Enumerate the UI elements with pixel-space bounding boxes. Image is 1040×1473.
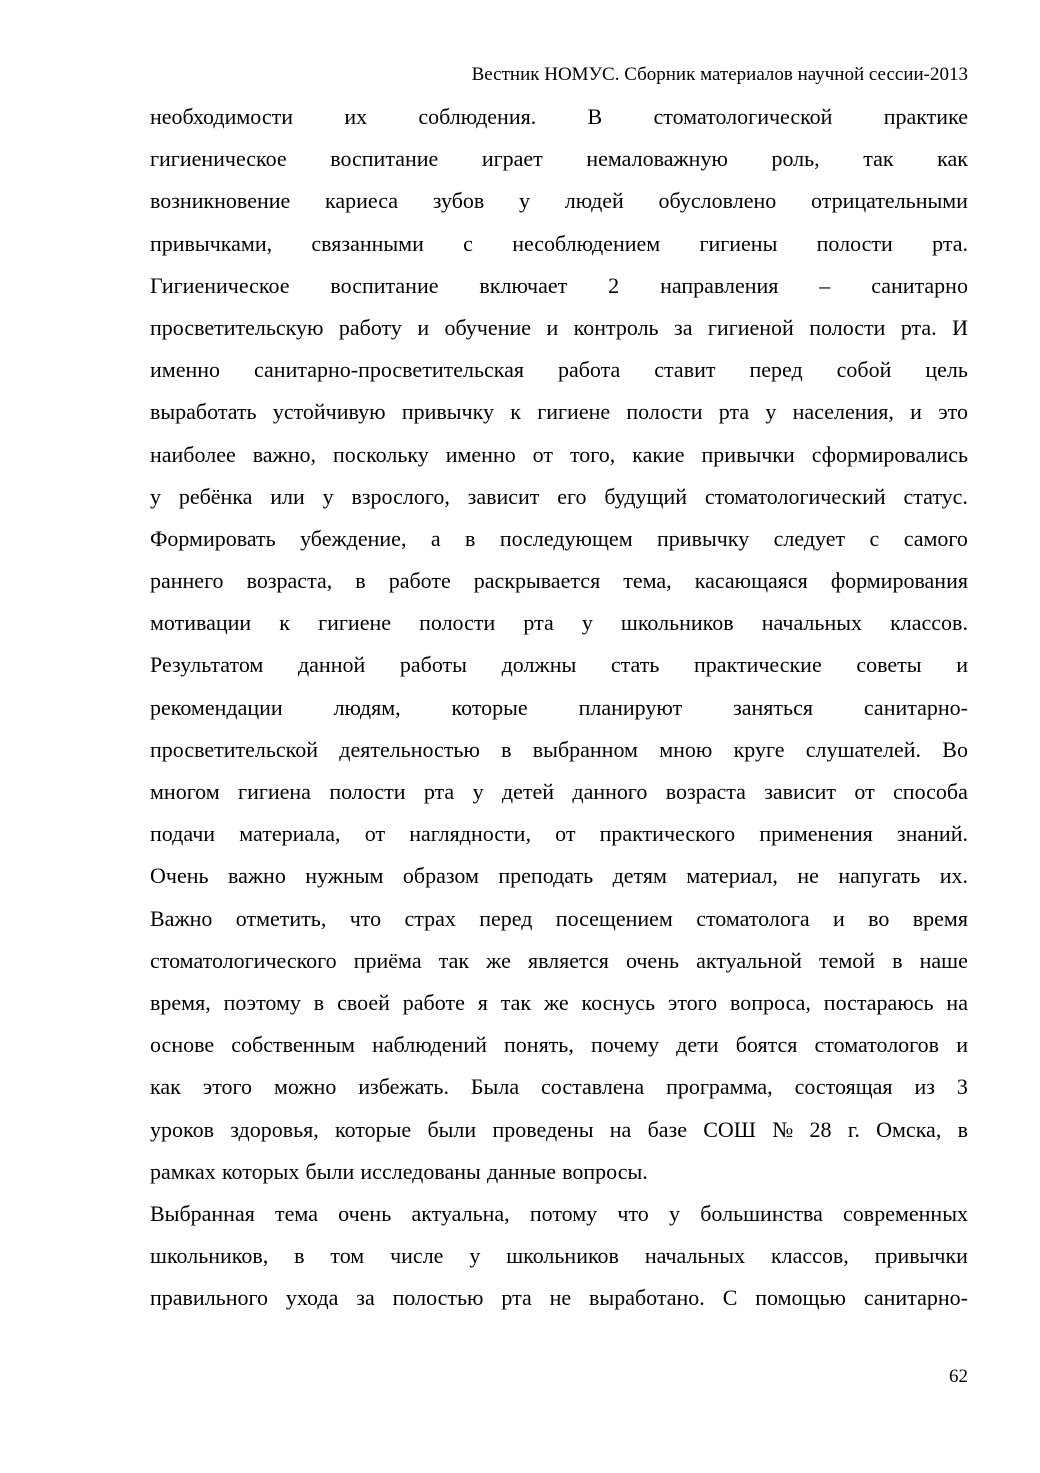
word: у <box>472 779 484 804</box>
word: самого <box>903 525 968 551</box>
word: привычки <box>701 441 795 467</box>
word: воспитание <box>330 272 439 298</box>
word: которые <box>451 694 528 720</box>
word: гигиена <box>238 779 311 804</box>
word: Во <box>942 736 968 762</box>
word: санитарно- <box>863 694 968 720</box>
word: избежать. <box>358 1074 449 1100</box>
text-line <box>150 1193 968 1235</box>
word: коснусь <box>581 989 656 1015</box>
word: просветительской <box>150 736 318 762</box>
word: № <box>772 1116 794 1142</box>
word: Выбранная <box>150 1200 255 1226</box>
word: деятельностью <box>339 736 480 762</box>
word: Формировать <box>150 525 276 551</box>
word: их. <box>939 863 968 889</box>
word: своей <box>337 989 390 1015</box>
word: поскольку <box>332 441 429 467</box>
text-line <box>150 729 968 771</box>
word: устойчивую <box>272 399 386 425</box>
word: нужным <box>305 863 384 889</box>
word: наблюдений <box>372 1032 487 1058</box>
word: отметить, <box>235 905 327 931</box>
word: не <box>797 863 819 889</box>
word: школьников, <box>150 1243 269 1269</box>
word: санитарно-просветительская <box>254 357 524 383</box>
word: несоблюдением <box>512 230 661 256</box>
word: способа <box>893 779 968 804</box>
word: актуальной <box>696 947 802 973</box>
text-line <box>150 180 968 222</box>
word: санитарно- <box>863 1285 968 1311</box>
text-line <box>150 982 968 1024</box>
word: как <box>150 1074 181 1100</box>
word: что <box>617 1200 649 1226</box>
word: стоматологический <box>704 483 886 509</box>
text-line <box>150 560 968 602</box>
word: гигиене <box>318 610 391 636</box>
word: составлена <box>541 1074 645 1100</box>
word: наиболее <box>150 441 236 467</box>
word: собой <box>836 357 892 383</box>
word: исследованы <box>360 1158 481 1184</box>
word: обучение <box>444 314 532 340</box>
word: населения, <box>792 399 894 425</box>
text-line <box>150 687 968 729</box>
text-line <box>150 1066 968 1108</box>
word: на <box>609 1116 632 1142</box>
word: можно <box>273 1074 337 1100</box>
text-line <box>150 898 968 940</box>
word: взрослого, <box>351 483 450 509</box>
word: рта <box>718 399 750 425</box>
word: боятся <box>735 1032 798 1058</box>
page-number: 62 <box>949 1366 968 1387</box>
word: так <box>438 947 470 973</box>
text-line <box>150 518 968 560</box>
text-line <box>150 1235 968 1277</box>
word: 28 <box>809 1116 832 1142</box>
word: я <box>477 989 488 1015</box>
word: на <box>946 989 968 1015</box>
word: привычку <box>657 525 750 551</box>
word: раннего <box>150 568 224 594</box>
word: СОШ <box>703 1116 757 1142</box>
text-line <box>150 771 968 813</box>
word: этого <box>202 1074 253 1100</box>
word: практического <box>599 821 736 847</box>
text-line <box>150 434 968 476</box>
word: направления <box>660 272 779 298</box>
word: понять, <box>504 1032 574 1058</box>
word: круге <box>733 736 785 762</box>
word: работы <box>399 652 467 678</box>
word: правильного <box>150 1285 268 1311</box>
word: какие <box>632 441 685 467</box>
word: будущий <box>604 483 687 509</box>
word: работе <box>388 568 451 594</box>
word: состоящая <box>794 1074 893 1100</box>
word: соблюдения. <box>418 104 537 129</box>
word: контроль <box>573 314 659 340</box>
word: людей <box>564 188 624 214</box>
word: планируют <box>578 694 683 720</box>
word: роль, <box>771 146 820 172</box>
word: в <box>294 1243 305 1269</box>
word: перед <box>479 905 533 931</box>
word: темой <box>818 947 876 973</box>
word: перед <box>749 357 803 383</box>
text-line <box>150 349 968 391</box>
text-line <box>150 1151 968 1193</box>
word: санитарно <box>871 272 968 298</box>
word: возникновение <box>150 188 291 214</box>
word: ставит <box>654 357 716 383</box>
word: касающаяся <box>694 568 808 594</box>
word: практические <box>694 652 822 678</box>
word: рта <box>501 1285 532 1311</box>
word: выбранном <box>532 736 638 762</box>
word: у <box>581 610 593 636</box>
word: Важно <box>150 905 213 931</box>
word: тема <box>275 1200 318 1226</box>
word: связанными <box>311 230 424 256</box>
word: с <box>869 525 880 551</box>
word: потому <box>529 1200 598 1226</box>
word: или <box>270 483 305 509</box>
word: советы <box>856 652 922 678</box>
word: и <box>910 399 922 425</box>
word: заняться <box>733 694 813 720</box>
word: рта <box>523 610 554 636</box>
word: от <box>854 779 875 804</box>
word: у <box>519 188 531 214</box>
word: Была <box>470 1074 520 1100</box>
word: как <box>937 146 968 172</box>
word: кариеса <box>325 188 399 214</box>
word: отрицательными <box>810 188 968 214</box>
word: рта. <box>900 314 937 340</box>
word: здоровья, <box>230 1116 319 1142</box>
text-line <box>150 855 968 897</box>
word: полости <box>329 779 406 804</box>
word: преподать <box>498 863 594 889</box>
word: именно <box>445 441 516 467</box>
text-line <box>150 307 968 349</box>
word: включает <box>479 272 568 298</box>
word: многом <box>150 779 220 804</box>
word: рта <box>423 779 455 804</box>
text-line <box>150 223 968 265</box>
word: классов, <box>770 1243 849 1269</box>
word: были <box>427 1116 477 1142</box>
word: во <box>868 905 890 931</box>
text-line <box>150 602 968 644</box>
word: выработано. <box>589 1285 705 1311</box>
word: данной <box>297 652 366 678</box>
word: стоматолога <box>696 905 810 931</box>
word: базе <box>647 1116 687 1142</box>
word: гигиене <box>537 399 611 425</box>
word: это <box>938 399 968 425</box>
word: в <box>892 947 903 973</box>
word: же <box>486 947 511 973</box>
word: цель <box>925 357 968 383</box>
word: 2 <box>608 272 620 298</box>
word: наше <box>919 947 968 973</box>
word: от <box>555 821 576 847</box>
word: Очень <box>150 863 209 889</box>
word: знаний. <box>896 821 968 847</box>
word: формирования <box>830 568 968 594</box>
word: его <box>557 483 587 509</box>
word: вопросы. <box>562 1158 648 1184</box>
body-text <box>150 96 968 1319</box>
word: просветительскую <box>150 314 324 340</box>
word: которые <box>335 1116 412 1142</box>
word: время, <box>150 989 211 1015</box>
word: рекомендации <box>150 694 283 720</box>
word: последующем <box>499 525 633 551</box>
word: детей <box>501 779 555 804</box>
word: – <box>819 272 831 298</box>
word: Результатом <box>150 652 264 678</box>
word: приёма <box>353 947 422 973</box>
word: и <box>833 905 845 931</box>
word: материал, <box>686 863 778 889</box>
word: у <box>150 483 161 509</box>
word: мною <box>659 736 713 762</box>
word: проведены <box>492 1116 594 1142</box>
word: рта. <box>932 230 968 256</box>
word: у <box>668 1200 680 1226</box>
word: классов. <box>890 610 968 636</box>
word: так <box>500 989 532 1015</box>
word: современных <box>843 1200 968 1226</box>
word: и <box>546 314 559 340</box>
word: так <box>863 146 894 172</box>
word: программа, <box>666 1074 773 1100</box>
word: были <box>305 1158 355 1184</box>
word: и <box>956 1032 968 1058</box>
word: время <box>912 905 968 931</box>
word: 3 <box>956 1074 968 1100</box>
word: основе <box>150 1032 215 1058</box>
word: очень <box>625 947 680 973</box>
word: должны <box>501 652 577 678</box>
word: И <box>952 314 968 340</box>
word: стоматологического <box>150 947 337 973</box>
word: полости <box>816 230 893 256</box>
word: этого <box>667 989 718 1015</box>
word: же <box>543 989 569 1015</box>
word: актуальна, <box>411 1200 510 1226</box>
word: работа <box>557 357 621 383</box>
text-line <box>150 265 968 307</box>
word: полости <box>809 314 886 340</box>
word: их <box>344 104 368 129</box>
text-line <box>150 1277 968 1319</box>
word: именно <box>150 357 221 383</box>
word: что <box>349 905 382 931</box>
word: г. <box>847 1116 860 1142</box>
word: почему <box>591 1032 659 1058</box>
text-line <box>150 476 968 518</box>
word: стать <box>610 652 660 678</box>
word: а <box>430 525 441 551</box>
word: воспитание <box>330 146 439 172</box>
word: обусловлено <box>658 188 777 214</box>
word: в <box>957 1116 968 1142</box>
word: С <box>722 1285 738 1311</box>
word: выработать <box>150 399 257 425</box>
word: применения <box>759 821 873 847</box>
word: сформировались <box>811 441 968 467</box>
word: за <box>674 314 693 340</box>
paragraph-2 <box>150 1193 968 1320</box>
word: ребёнка <box>178 483 253 509</box>
word: данного <box>572 779 648 804</box>
text-line <box>150 940 968 982</box>
word: практике <box>883 104 968 129</box>
word: из <box>914 1074 935 1100</box>
word: слушателей. <box>805 736 922 762</box>
word: того, <box>569 441 616 467</box>
word: данные <box>486 1158 556 1184</box>
text-line <box>150 1109 968 1151</box>
word: подачи <box>150 821 216 847</box>
word: важно, <box>252 441 317 467</box>
word: очень <box>338 1200 392 1226</box>
word: убеждение, <box>300 525 407 551</box>
word: В <box>587 104 603 129</box>
word: мотивации <box>150 610 252 636</box>
word: поэтому <box>223 989 301 1015</box>
word: напугать <box>838 863 921 889</box>
word: от <box>364 821 386 847</box>
word: работу <box>338 314 402 340</box>
word: гигиеной <box>707 314 794 340</box>
word: важно <box>227 863 286 889</box>
paragraph-1 <box>150 96 968 1193</box>
word: статус. <box>903 483 968 509</box>
word: дети <box>676 1032 719 1058</box>
text-line <box>150 644 968 686</box>
word: которых <box>221 1158 300 1184</box>
word: привычку <box>401 399 495 425</box>
word: привычками, <box>150 230 273 256</box>
word: с <box>463 230 473 256</box>
word: и <box>956 652 968 678</box>
word: школьников <box>506 1243 619 1269</box>
word: полости <box>626 399 703 425</box>
word: числе <box>390 1243 444 1269</box>
word: у <box>322 483 334 509</box>
word: в <box>355 568 366 594</box>
word: в <box>313 989 325 1015</box>
word: ухода <box>285 1285 339 1311</box>
word: у <box>469 1243 481 1269</box>
word: Омска, <box>876 1116 942 1142</box>
word: уроков <box>150 1116 214 1142</box>
text-line <box>150 391 968 433</box>
word: рамках <box>150 1158 216 1184</box>
word: наглядности, <box>409 821 531 847</box>
word: возраста <box>665 779 746 804</box>
text-line <box>150 813 968 855</box>
word: вопроса, <box>730 989 811 1015</box>
word: детям <box>612 863 667 889</box>
word: гигиеническое <box>150 146 287 172</box>
word: раскрывается <box>473 568 601 594</box>
word: тема, <box>623 568 672 594</box>
word: к <box>510 399 521 425</box>
text-line <box>150 96 968 138</box>
word: начальных <box>761 610 862 636</box>
word: и <box>417 314 430 340</box>
text-line <box>150 138 968 180</box>
word: посещением <box>555 905 673 931</box>
word: работе <box>402 989 465 1015</box>
word: страх <box>404 905 456 931</box>
word: образом <box>402 863 479 889</box>
word: у <box>765 399 777 425</box>
word: необходимости <box>150 104 294 129</box>
word: за <box>356 1285 375 1311</box>
word: возраста, <box>246 568 333 594</box>
word: большинства <box>700 1200 823 1226</box>
word: Гигиеническое <box>150 272 290 298</box>
text-line <box>150 1024 968 1066</box>
word: играет <box>481 146 543 172</box>
word: следует <box>773 525 846 551</box>
word: полостью <box>392 1285 484 1311</box>
word: полости <box>419 610 496 636</box>
word: зависит <box>467 483 540 509</box>
word: не <box>549 1285 572 1311</box>
word: материала, <box>239 821 341 847</box>
word: от <box>532 441 553 467</box>
word: собственным <box>231 1032 355 1058</box>
word: стоматологов <box>814 1032 940 1058</box>
word: гигиены <box>699 230 778 256</box>
word: зависит <box>764 779 836 804</box>
word: стоматологической <box>653 104 833 129</box>
word: в <box>501 736 512 762</box>
word: является <box>527 947 609 973</box>
word: привычки <box>874 1243 968 1269</box>
word: немаловажную <box>586 146 728 172</box>
word: людям, <box>333 694 401 720</box>
word: школьников <box>620 610 734 636</box>
word: постараюсь <box>823 989 934 1015</box>
word: в <box>465 525 476 551</box>
running-header: Вестник НОМУС. Сборник материалов научной сессии-2013 <box>471 64 968 85</box>
word: зубов <box>432 188 485 214</box>
word: к <box>279 610 290 636</box>
word: том <box>330 1243 365 1269</box>
word: помощью <box>755 1285 846 1311</box>
word: начальных <box>644 1243 746 1269</box>
